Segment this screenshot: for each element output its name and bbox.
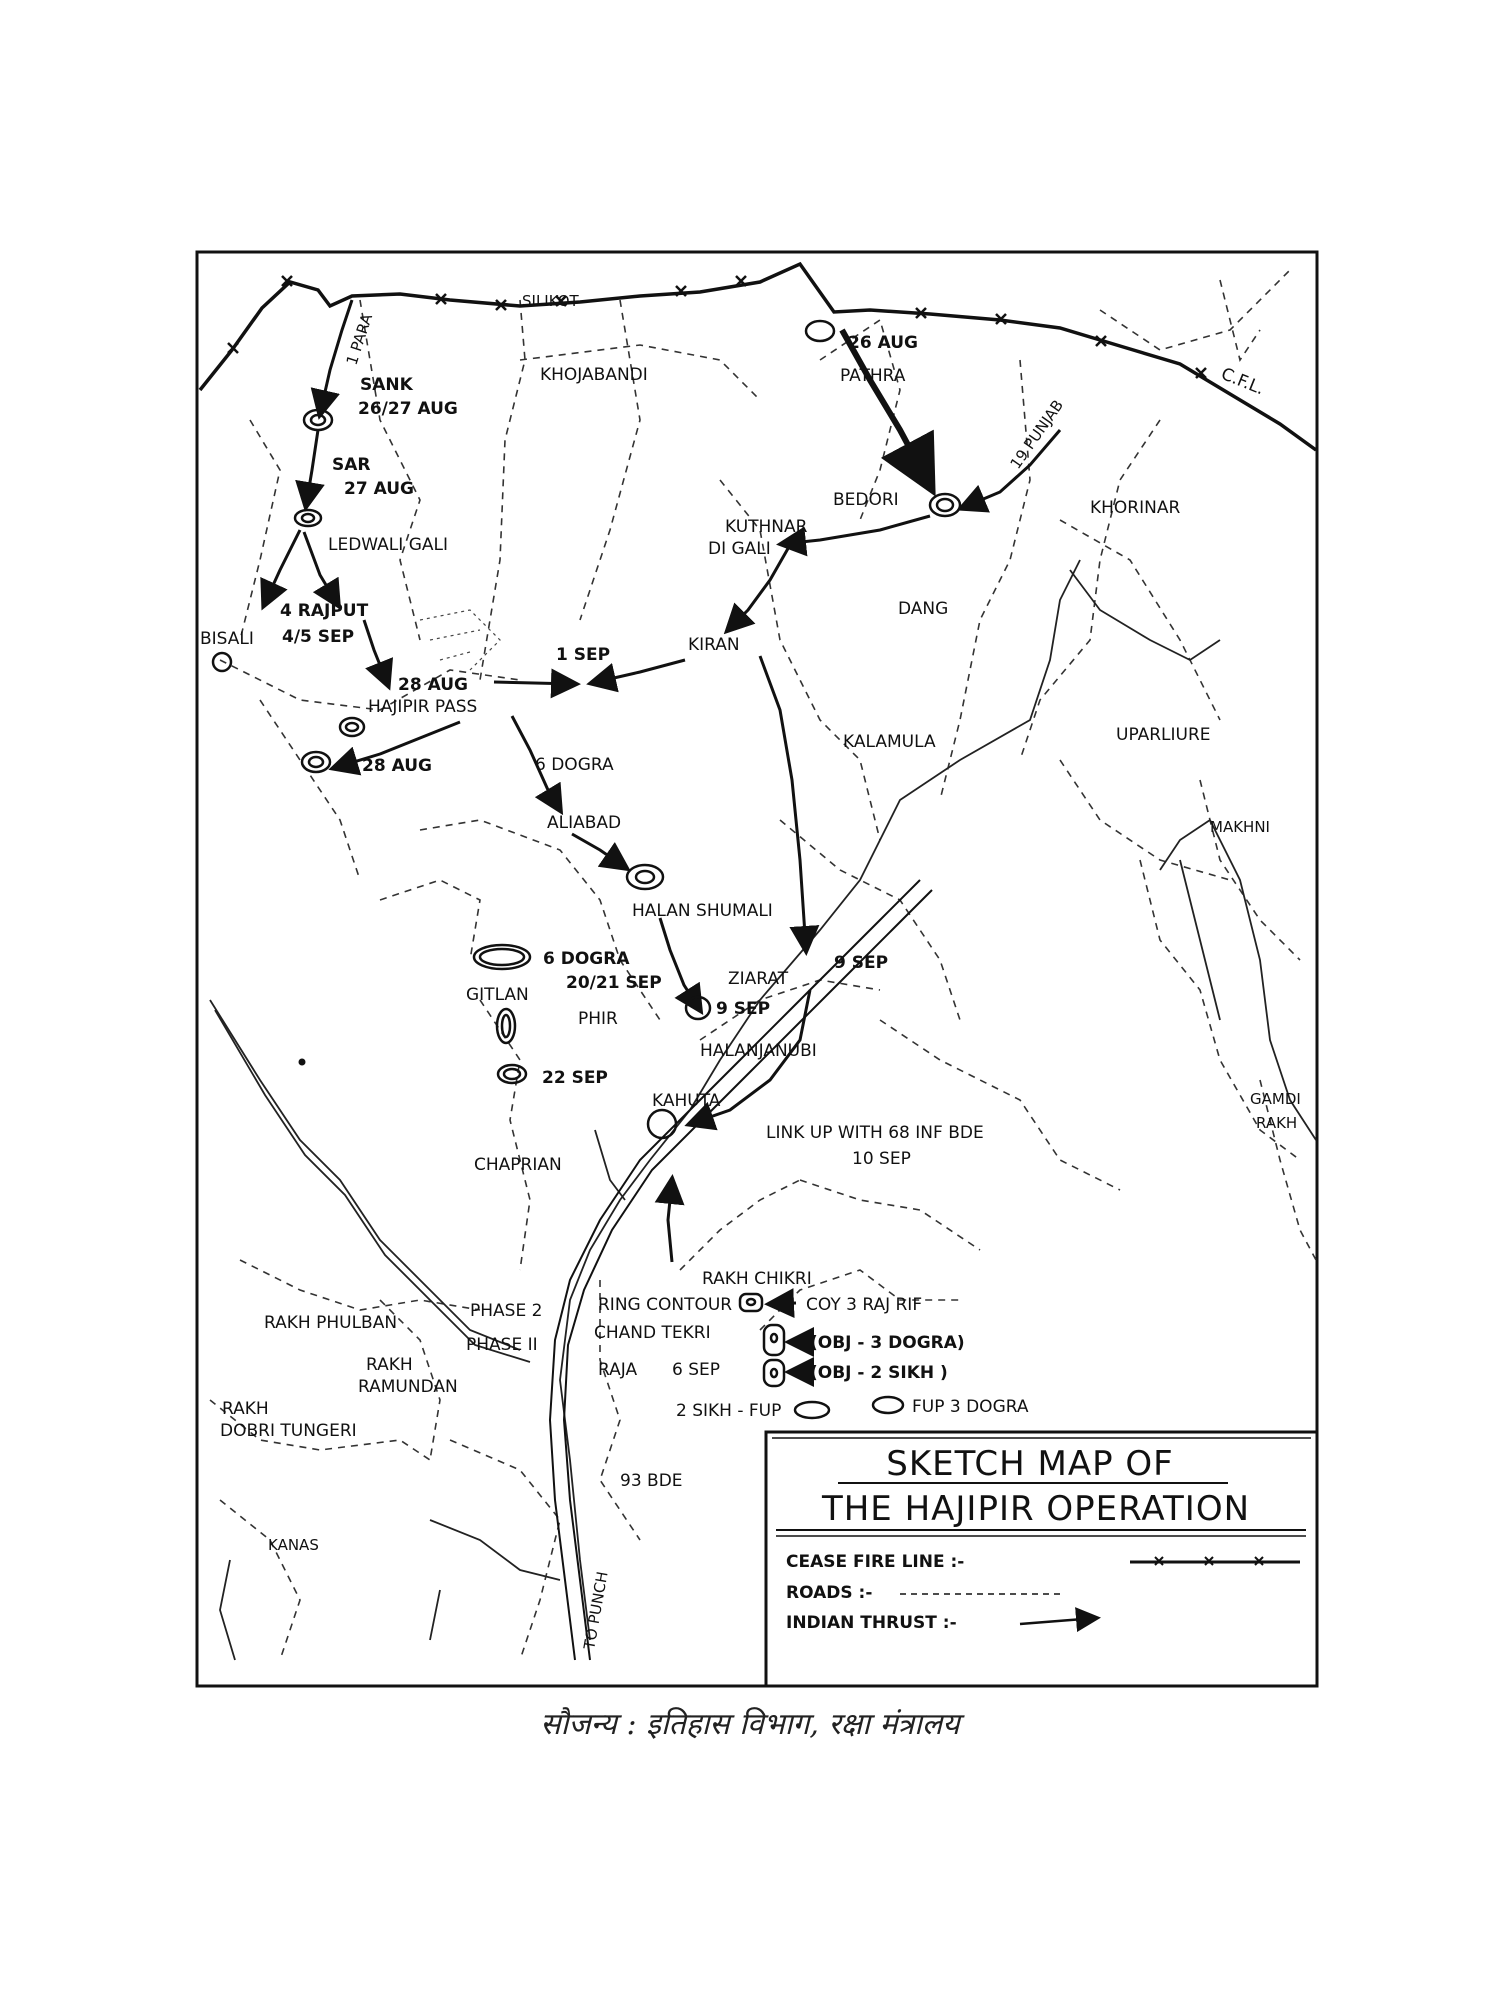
thrust-sank-sar	[306, 430, 318, 506]
label-6-dogra: 6 DOGRA	[535, 755, 614, 775]
label-9sep-b: 9 SEP	[716, 999, 771, 1019]
hill-hatching	[420, 610, 500, 670]
thrust-4-rajput	[364, 620, 388, 685]
label-bisali: BISALI	[200, 629, 254, 649]
label-silikot: SILIKOT	[522, 292, 579, 310]
label-28aug-a: 28 AUG	[398, 675, 468, 695]
obj-pathra	[806, 321, 834, 341]
label-halan-shumali: HALAN SHUMALI	[632, 901, 773, 921]
label-phase-ii: PHASE II	[466, 1335, 538, 1355]
obj-22sep	[498, 1065, 526, 1083]
fup-3-dogra	[873, 1397, 903, 1413]
thrust-28aug-east	[494, 682, 575, 684]
label-kahuta: KAHUTA	[652, 1091, 721, 1111]
label-raja: RAJA	[598, 1360, 638, 1380]
label-rakh-dobri-2: DOBRI TUNGERI	[220, 1421, 357, 1441]
label-6-dogra-b: 6 DOGRA	[543, 949, 630, 969]
label-93-bde: 93 BDE	[620, 1471, 683, 1491]
label-rakh-chikri: RAKH CHIKRI	[702, 1269, 812, 1289]
label-19-punjab: 19 PUNJAB	[1006, 396, 1068, 473]
label-rajput-date: 4/5 SEP	[282, 627, 355, 647]
indian-thrusts	[264, 300, 1060, 1372]
objectives	[213, 321, 960, 1418]
label-khojabandi: KHOJABANDI	[540, 365, 648, 385]
map-title-line2: THE HAJIPIR OPERATION	[821, 1489, 1251, 1529]
label-link-up: LINK UP WITH 68 INF BDE	[766, 1123, 984, 1143]
obj-chand-tekri	[764, 1325, 784, 1355]
obj-raja	[764, 1360, 784, 1386]
label-rakh-dobri-1: RAKH	[222, 1399, 269, 1419]
label-1sep: 1 SEP	[556, 645, 611, 665]
label-gitlan: GITLAN	[466, 985, 529, 1005]
obj-bedori	[930, 494, 960, 516]
label-chaprian: CHAPRIAN	[474, 1155, 562, 1175]
label-dang: DANG	[898, 599, 949, 619]
cease-fire-line	[200, 264, 1316, 450]
label-to-punch: TO PUNCH	[580, 1570, 612, 1651]
label-phase-2: PHASE 2	[470, 1301, 543, 1321]
label-28aug-b: 28 AUG	[362, 756, 432, 776]
label-khorinar: KHORINAR	[1090, 498, 1181, 518]
label-sar: SAR	[332, 455, 371, 475]
label-22sep: 22 SEP	[542, 1068, 608, 1088]
caption: सौजन्य : इतिहास विभाग, रक्षा मंत्रालय	[540, 1707, 960, 1742]
label-1-para: 1 PARA	[342, 311, 377, 368]
label-di-gali: DI GALI	[708, 539, 771, 559]
label-ziarat: ZIARAT	[728, 969, 789, 989]
obj-sank	[304, 410, 332, 430]
label-4-rajput: 4 RAJPUT	[280, 601, 369, 621]
thrust-pathra-bedori	[842, 330, 930, 486]
spot-marker	[299, 1059, 306, 1066]
label-2-sikh-fup: 2 SIKH - FUP	[676, 1401, 782, 1421]
legend-cease-fire-label: CEASE FIRE LINE :-	[786, 1552, 965, 1572]
label-hajipir-pass: HAJIPIR PASS	[368, 697, 478, 717]
obj-west-28aug	[302, 752, 330, 772]
legend-thrust-label: INDIAN THRUST :-	[786, 1613, 957, 1633]
thrust-ledwali-left	[264, 530, 300, 605]
label-kuthnar: KUTHNAR	[725, 517, 808, 537]
label-uparliure: UPARLIURE	[1116, 725, 1211, 745]
obj-sar	[295, 510, 321, 526]
obj-aliabad	[627, 865, 663, 889]
label-phir: PHIR	[578, 1009, 618, 1029]
label-bedori: BEDORI	[833, 490, 899, 510]
thrust-rakh-chikri	[668, 1180, 672, 1262]
label-26aug: 26 AUG	[848, 333, 918, 353]
label-kiran: KIRAN	[688, 635, 740, 655]
map-title-line1: SKETCH MAP OF	[886, 1444, 1174, 1484]
label-pathra: PATHRA	[840, 366, 906, 386]
label-6-dogra-b-date: 20/21 SEP	[566, 973, 662, 993]
obj-ring-contour	[740, 1294, 762, 1311]
label-ledwali-gali: LEDWALI GALI	[328, 535, 448, 555]
label-sank: SANK	[360, 375, 413, 395]
label-6sep: 6 SEP	[672, 1360, 721, 1380]
obj-hajipir	[340, 718, 364, 736]
label-sank-date: 26/27 AUG	[358, 399, 458, 419]
label-chand-tekri: CHAND TEKRI	[594, 1323, 711, 1343]
label-cfl: C.F.L.	[1218, 364, 1267, 400]
label-9sep-a: 9 SEP	[834, 953, 889, 973]
fup-2-sikh	[795, 1402, 829, 1418]
obj-kahuta	[648, 1110, 676, 1138]
legend-roads-label: ROADS :-	[786, 1583, 873, 1603]
label-ring-contour: RING CONTOUR	[598, 1295, 733, 1315]
label-obj-sikh: (OBJ - 2 SIKH )	[810, 1363, 948, 1383]
thrust-ring-contour	[770, 1303, 796, 1304]
label-rakh-gamdi: RAKH	[1256, 1114, 1298, 1132]
label-gamdi: GAMDI	[1250, 1090, 1301, 1108]
label-kalamula: KALAMULA	[843, 732, 936, 752]
label-aliabad: ALIABAD	[547, 813, 622, 833]
label-kanas: KANAS	[268, 1536, 319, 1554]
thrust-19-punjab	[962, 430, 1060, 508]
label-rakh-ramundan-1: RAKH	[366, 1355, 413, 1375]
label-makhni: MAKHNI	[1210, 818, 1270, 836]
label-sar-date: 27 AUG	[344, 479, 414, 499]
label-rakh-ramundan-2: RAMUNDAN	[358, 1377, 458, 1397]
label-obj-dogra: (OBJ - 3 DOGRA)	[810, 1333, 965, 1353]
thrust-aliabad-halan	[572, 834, 626, 868]
obj-bisali	[213, 653, 231, 671]
label-rakh-phulban: RAKH PHULBAN	[264, 1313, 398, 1333]
thrust-halan-ziarat	[660, 918, 700, 1010]
label-fup-3-dogra: FUP 3 DOGRA	[912, 1397, 1029, 1417]
label-halanjanubi: HALANJANUBI	[700, 1041, 817, 1061]
label-10sep: 10 SEP	[852, 1149, 911, 1169]
label-coy-raj-rif: COY 3 RAJ RIF	[806, 1295, 923, 1315]
